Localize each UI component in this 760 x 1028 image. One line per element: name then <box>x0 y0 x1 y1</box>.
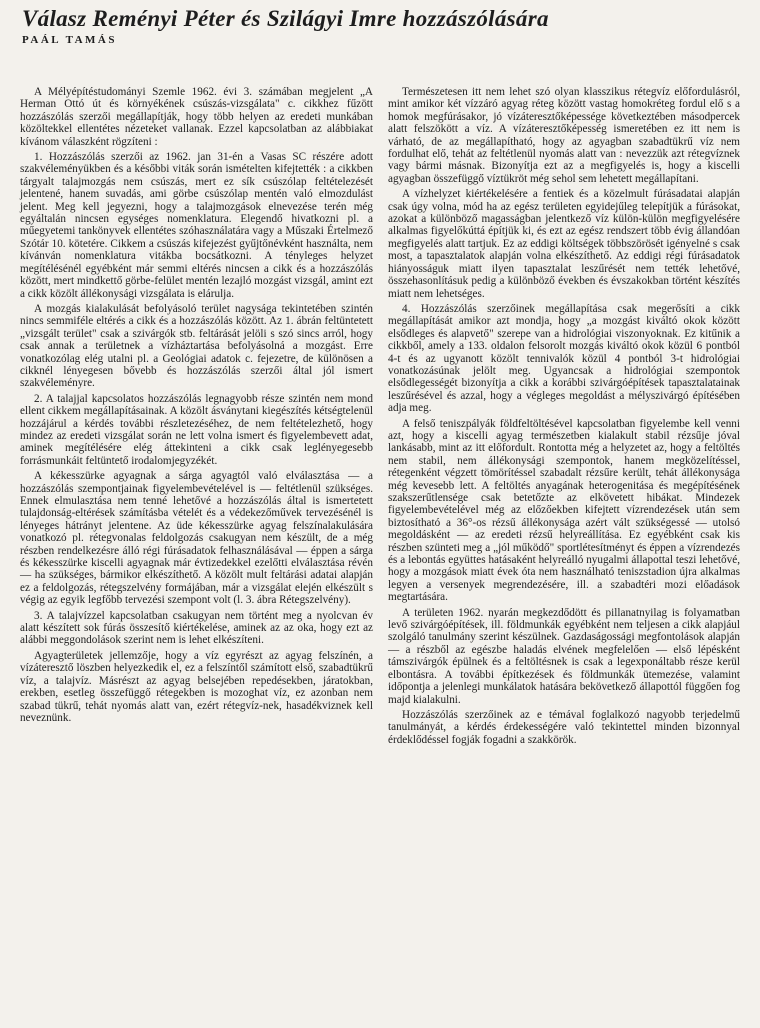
paragraph: A Mélyépítéstudományi Szemle 1962. évi 3. számában megjelent „A Herman Ottó út és környékének csúszás-vizsgálata" c. cikkhez fűzött hozzászólás szerzői megállapítják, hogy több helyen az eredeti munkában közöltekkel ellentétes nézeteket vallanak. Ezzel kapcsolatban az alábbiakat kívánom válaszként rögzíteni : <box>20 86 373 148</box>
paragraph: Hozzászólás szerzőinek az e témával foglalkozó nagyobb terjedelmű tanulmányát, a kérdés érdekességére való tekintettel minden bizonnyal érdeklődéssel fogják fogadni a szakkörök. <box>388 708 740 746</box>
paragraph: Agyagterületek jellemzője, hogy a víz egyrészt az agyag felszínén, a vízáteresztő löszben helyezkedik el, ez a felszíntől számított első, szabadtükrű víz, a talajvíz. Másrészt az agyag belsejében repedésekben, járatokban, erekben, esetleg összefüggő rétegekben is mozoghat víz, ez azonban nem szabad tükrű, tehát nyomás alatt van, ezért rétegvíz-nek, hasadékviznek kell neveznünk. <box>20 649 373 724</box>
paragraph: A kékesszürke agyagnak a sárga agyagtól való elválasztása — a hozzászólás szempontjainak figyelembevételével is — feltétlenül szükséges. Ennek elmulasztása nem tenné lehetővé a hozzászólás által is ismertetett tulajdonság-eltérések számításba vételét és a védekezőművek tervezésénél is lényeges hátrányt jelentene. Az üde kékesszürke agyag felszínalakulására vonatkozó pl. rétegvonalas feldolgozás csakugyan nem készült, de a még részben rendelkezésre álló régi fúrásadatok felhasználásával — éppen a sárga és kékesszürke kiscelli agyagnak már évtizedekkel ezelőtti elválasztása révén — ha szükséges, bármikor elkészíthető. A közölt mult feltárási adatai alapján ez a feldolgozás, rétegszelvény formájában, már a vizsgálat elején elkészült s végig az egyik legfőbb tervezési szempont volt (l. 3. ábra Rétegszelvény). <box>20 470 373 607</box>
paragraph: Természetesen itt nem lehet szó olyan klasszikus rétegvíz előfordulásról, mint amikor két vízzáró agyag réteg között vastag homokréteg fordul elő s a homok megfúrásakor, jó vízáteresztőképessége következtében másodpercek alatt felszökött a víz. A vízáteresztőképesség ismeretében ez itt nem is várható, de az megállapítható, hogy az agyagban szabadtükrű víz nem fordulhat elő, tehát az feltétlenül nyomás alatt van : nevezzük azt rétegvíznek vagy bármi másnak. Bizonyítja ezt az a megfigyelés is, hogy a kiscelli agyagban összefüggő víztükröt még sehol sem lehetett megállapítani. <box>388 86 740 185</box>
paragraph: 2. A talajjal kapcsolatos hozzászólás legnagyobb része szintén nem mond ellent cikkem megállapításainak. A közölt ásványtani kiegészítés kétségtelenül hozzájárul a kérdés további részletezéséhez, de nem feltételezhető, hogy mindez az eredeti vizsgálat során ne lett volna ismert és figyelembevett adat, aminek megítélésére elég áttekinteni a cikk csak leglényegesebb forrásmunkáit feltüntető irodalomjegyzékét. <box>20 392 373 467</box>
paragraph: 4. Hozzászólás szerzőinek megállapítása csak megerősíti a cikk megállapítását amikor azt mondja, hogy „a mozgást kiváltó okok között elsődleges és alapvető" szerepe van a hidrológiai viszonyoknak. Ez kitűnik a cikkből, amely a 133. oldalon felsorolt mozgás kiváltó okok közül 6 pontból 4-t és az ugyanott közölt tennivalók közül 4 pontból 3-t hidrológiai vonatkozásúnak jelölt meg. Ugyancsak a hidrológiai szempontok elsődlegességét bizonyítja a cikk a korábbi szivárgóépítések tapasztalatainak leszűrésével és azzal, hogy a végleges megoldást a mélyszivárgó építésében adja meg. <box>388 302 740 415</box>
paragraph: 3. A talajvízzel kapcsolatban csakugyan nem történt meg a nyolcvan év alatt készített sok fúrás összesítő kiértékelése, aminek az az oka, hogy ezt az alábbi meggondolások szerint nem is lehet elkészíteni. <box>20 609 373 647</box>
right-column <box>388 86 740 749</box>
paragraph: A területen 1962. nyarán megkezdődött és pillanatnyilag is folyamatban levő szivárgóépítések, ill. földmunkák egyébként nem teljesen a cikk alapjául szolgáló tanulmány szerint készülnek. Gazdaságossági megfontolások alapján — a részből az egészbe haladás elvének megfelelően — első lépésként támszivárgók épülnek és a feltöltésnek is csak a legexponáltabb része kerül elbontásra. A további építkezések és földmunkák ütemezése, valamint időpontja a jelenlegi munkálatok hatására bekövetkező állapottól függően fog majd kialakulni. <box>388 606 740 706</box>
paragraph: A mozgás kialakulását befolyásoló terület nagysága tekintetében szintén nincs semmiféle eltérés a cikk és a hozzászólás között. Az 1. ábrán feltüntetett „vizsgált terület" csak a szivárgók stb. feltárását jelöli s szó sincs arról, hogy csak annak a területnek a vízháztartása befolyásolná a mozgást. Erre vonatkozólag elég utalni pl. a Geológiai adatok c. fejezetre, de különösen a cikknél lényegesen bővebb és hozzászólás szerzői által jól ismert szakvéleményre. <box>20 302 373 390</box>
paragraph: 1. Hozzászólás szerzői az 1962. jan 31-én a Vasas SC részére adott szakvéleményükben és a későbbi viták során ismételten kifejtették : a cikkben tárgyalt talajmozgás nem csúszás, mert ez sík csúszólap feltételezését jelentené, hanem suvadás, ami görbe csúszólap mentén való elmozdulást jelent. Meg kell jegyezni, hogy a talajmozgások elnevezése terén még egyáltalán nincsen egységes nomenklatura. Elegendő hivatkozni pl. a műegyetemi tankönyvek ellentétes szóhasználatára vagy a Műszaki Értelmező Szótár 10. kötetére. Cikkem a csúszás kifejezést gyűjtőnévként használta, nem kívánván nomenklatura vitákba bocsátkozni. A tényleges helyzet megítélésénél egyébként már semmi eltérés nincsen a cikk és a hozzászólás között, mert mindkettő görbe-felület mentén lezajló mozgást vizsgál, amint ezt a cikk közölt állékonysági vizsgálata is elárulja. <box>20 151 373 300</box>
left-column <box>20 86 373 727</box>
article-title: Válasz Reményi Péter és Szilágyi Imre hozzászólására <box>22 6 549 31</box>
author-name: PAÁL TAMÁS <box>22 34 117 46</box>
paragraph: A vízhelyzet kiértékelésére a fentiek és a közelmult fúrásadatai alapján csak úgy volna, mód ha az egész területen egyidejűleg telepítjük a fúrásokat, azokat a különböző magasságban jelentkező víz külön-külön megfigyelésére alkalmas figyelőkúttá építjük ki, és ezt az egész rendszert több évig állandóan megfigyelés alatt tartjuk. Ez az eddigi költségek többszörösét igényelné s csak most, a tapasztalatok alapján volna elkészíthető. Az eddigi régi fúrásadatok hiányosságuk miatt ilyen tapasztalat leszűrését nem tették lehetővé, összehasonlításuk pedig a különböző években és évszakokban történt készítés miatt nem lehetséges. <box>388 188 740 300</box>
paragraph: A felső teniszpályák földfeltöltésével kapcsolatban figyelembe kell venni azt, hogy a kiscelli agyag természetben kialakult stabil rézsűje jóval lankásabb, mint az itt előfordult. Rontotta még a helyzetet az, hogy a feltöltés nem stabil, nem állékonysági szempontok, hanem megközelítéssel, rétegenként végzett tömörítéssel szabadalt rézsűre került, tehát állékonysága még kevesebb lett. A feltöltés anyagának heterogenitása és megépítésének szakszerűtlensége csak betetőzte az elkövetett hibákat. Mindezek figyelembevételével még az előzőekben kifejtett vízrendezések után sem biztosítható a 36°-os rézsű állékonysága azért vált szükségessé — utolsó megoldásként — az eredeti rézsű helyreállítása. Ez egyébként csak kis részben szünteti meg a „jól működő" sportlétesítményt és éppen a vízrendezés és a lebontás együttes hatásaként helyreálló nyugalmi állapottal teszi lehetővé, hogy a mozgások miatt évek óta nem használható teniszstadion újra alkalmas legyen a versenyek megrendezésére, ill. a szabadtéri mozi előadások megtartására. <box>388 417 740 604</box>
